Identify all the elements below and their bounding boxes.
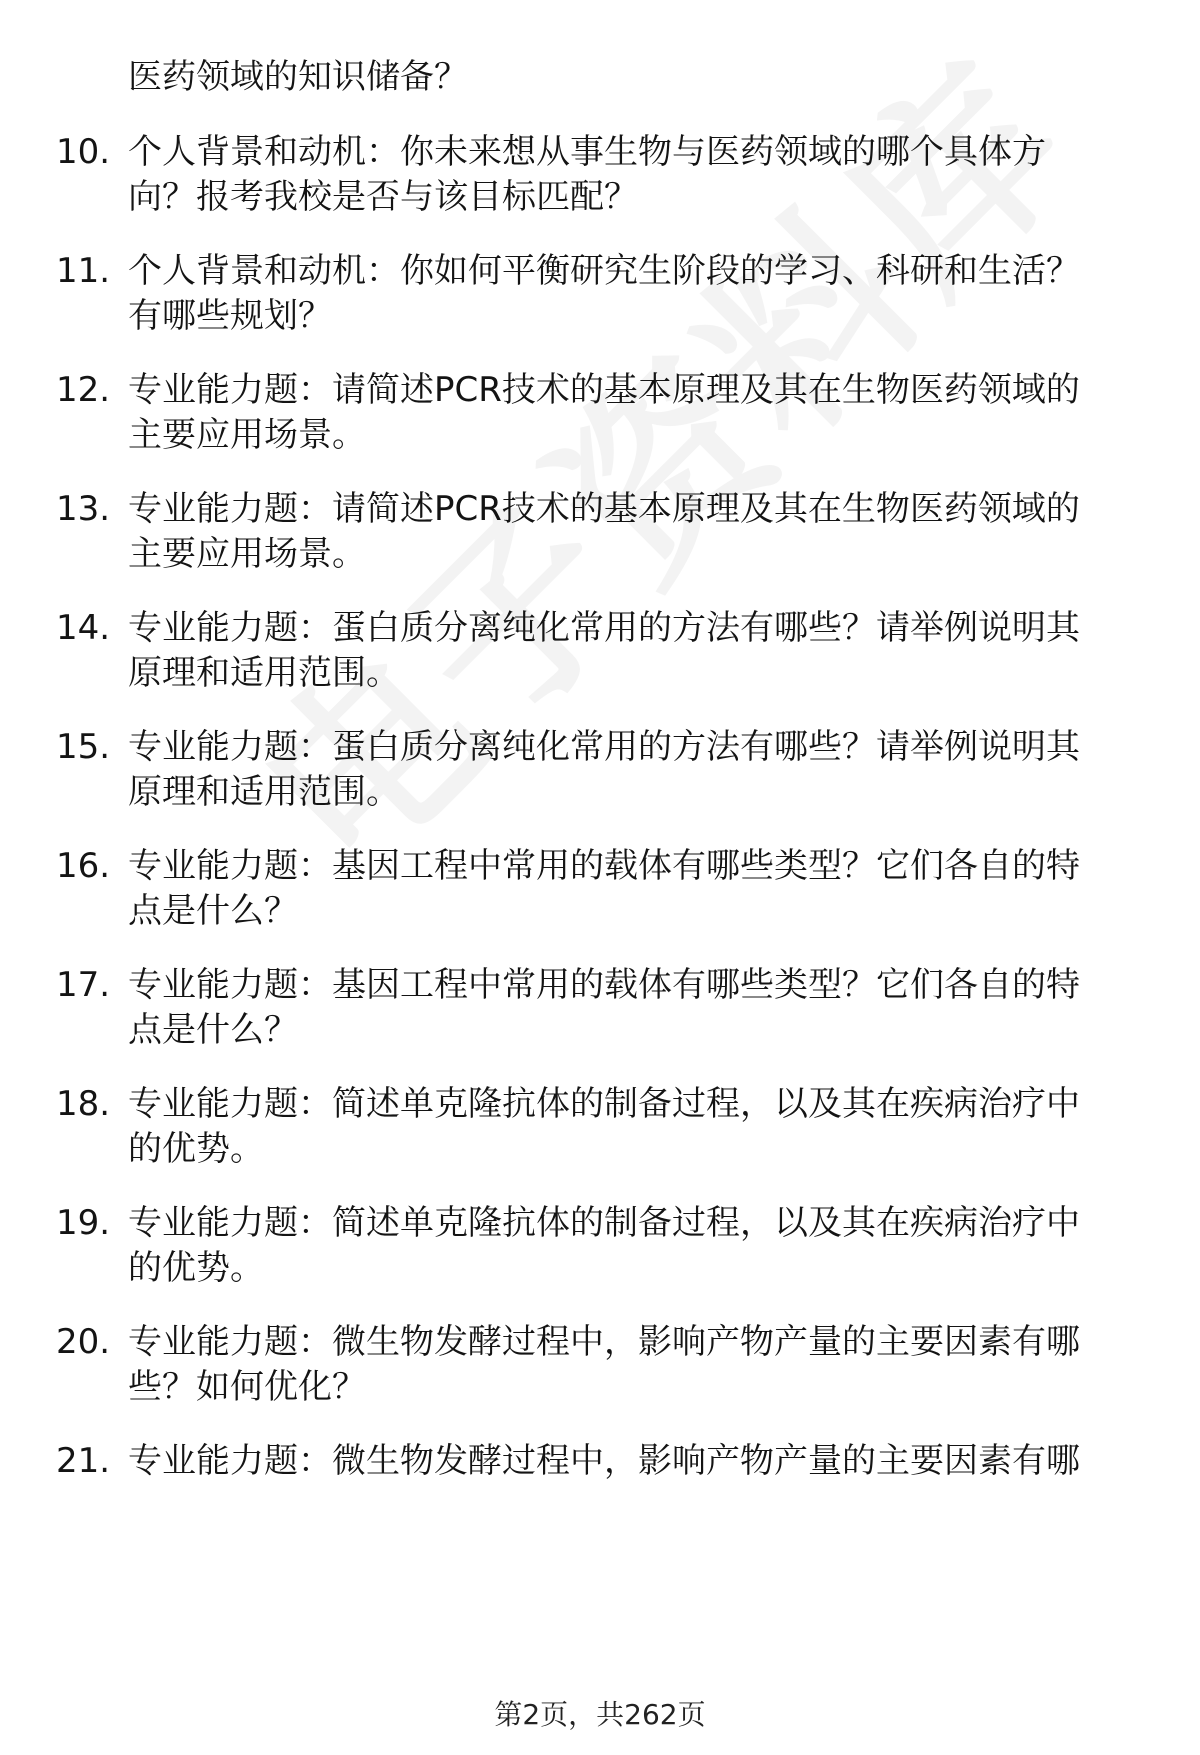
item-number: 20. [56,1322,111,1362]
item-number: 13. [56,489,111,529]
page-footer: 第2页，共262页 [494,1698,706,1731]
item-number: 18. [56,1084,111,1124]
item-line: 原理和适用范围。 [128,772,400,812]
item-line: 的优势。 [128,1248,264,1288]
item-line: 专业能力题：简述单克隆抗体的制备过程，以及其在疾病治疗中 [128,1084,1080,1124]
item-line: 点是什么？ [128,1010,298,1050]
item-line: 向？报考我校是否与该目标匹配？ [128,177,638,217]
item-number: 16. [56,846,111,886]
item-number: 21. [56,1441,111,1481]
item-number: 10. [56,132,111,172]
item-number: 15. [56,727,111,767]
item-line: 的优势。 [128,1129,264,1169]
item-line: 专业能力题：基因工程中常用的载体有哪些类型？它们各自的特 [128,965,1080,1005]
item-line: 专业能力题：基因工程中常用的载体有哪些类型？它们各自的特 [128,846,1080,886]
item-line: 专业能力题：微生物发酵过程中，影响产物产量的主要因素有哪 [128,1441,1080,1481]
item-line: 专业能力题：蛋白质分离纯化常用的方法有哪些？请举例说明其 [128,608,1080,648]
item-line: 个人背景和动机：你未来想从事生物与医药领域的哪个具体方 [128,132,1046,172]
item-line: 主要应用场景。 [128,415,366,455]
item-line: 专业能力题：请简述PCR技术的基本原理及其在生物医药领域的 [128,370,1080,410]
item-line: 主要应用场景。 [128,534,366,574]
item-line: 个人背景和动机：你如何平衡研究生阶段的学习、科研和生活？ [128,251,1080,291]
item-line: 专业能力题：简述单克隆抗体的制备过程，以及其在疾病治疗中 [128,1203,1080,1243]
item-number: 17. [56,965,111,1005]
item-line: 原理和适用范围。 [128,653,400,693]
item-line: 专业能力题：微生物发酵过程中，影响产物产量的主要因素有哪 [128,1322,1080,1362]
item-line: 有哪些规划？ [128,296,332,336]
item-line: 些？如何优化？ [128,1367,366,1407]
item-line: 专业能力题：请简述PCR技术的基本原理及其在生物医药领域的 [128,489,1080,529]
item-number: 12. [56,370,111,410]
item-number: 19. [56,1203,111,1243]
item-number: 14. [56,608,111,648]
continuation-line: 医药领域的知识储备？ [128,57,468,97]
item-number: 11. [56,251,111,291]
item-line: 专业能力题：蛋白质分离纯化常用的方法有哪些？请举例说明其 [128,727,1080,767]
item-line: 点是什么？ [128,891,298,931]
